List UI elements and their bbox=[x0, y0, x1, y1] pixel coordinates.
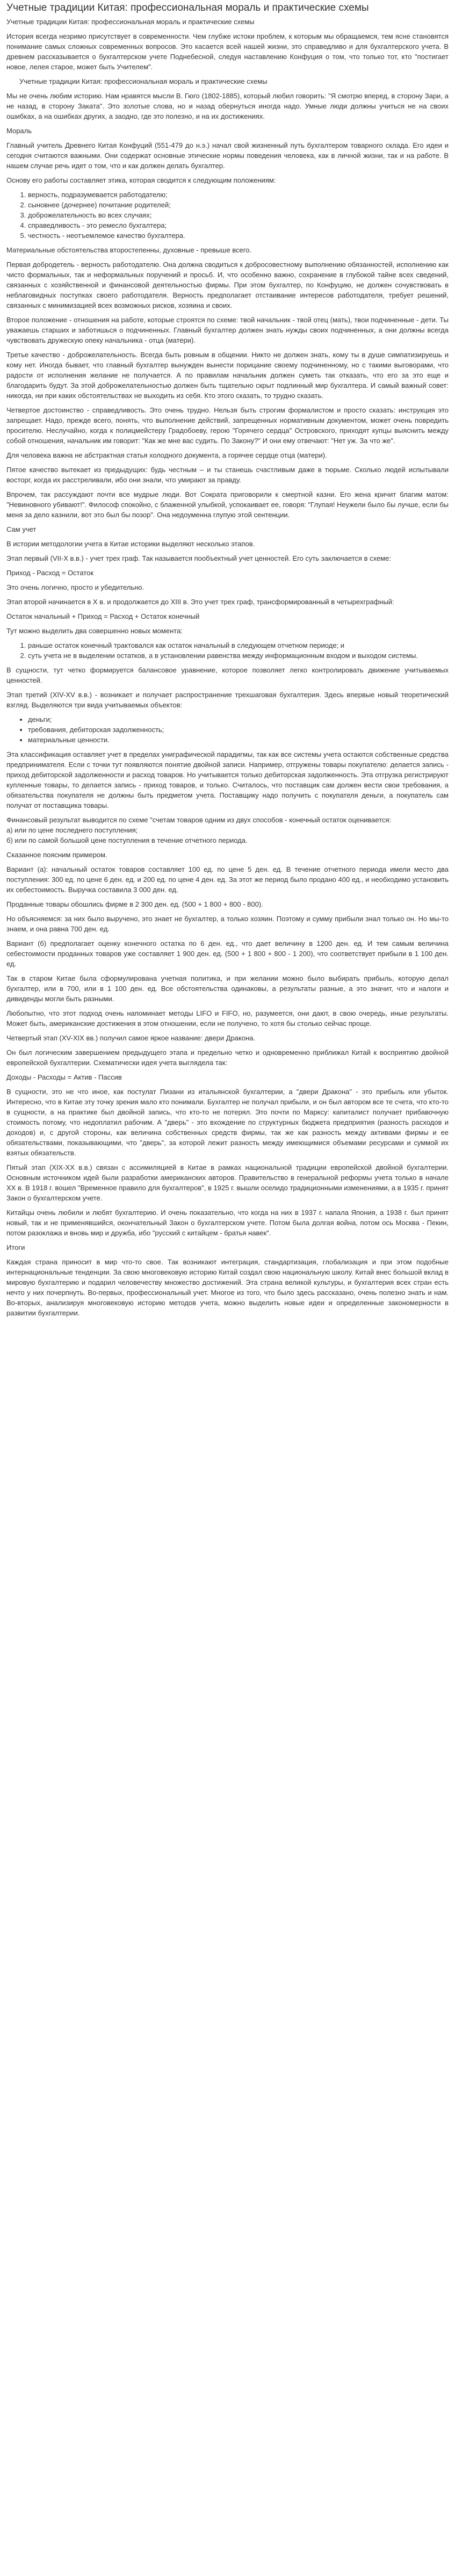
paragraph: В сущности, это не что иное, как постулат Пизани из итальянской бухгалтерии, а "двери Дракона" - это прибыль или убыток. Интересно, что в Китае эту точку зрения мало кто понимали. Бухгалтер не получал прибыли, и он был автором все те счета, что кто-то в сущности, а на практике был двойной запись, что кто-то не потерял. Это почти по Марксу: капиталист получает прибавочную стоимость потому, что недоплатил рабочим. А "дверь" - это вхождение по структурных бюджета предприятия (разность расходов и доходов) и, с другой стороны, как величина собственных средств фирмы, так же как разность между активами фирмы и ее обязательствами, показывающими, что "дверь", за которой лежит разность между имеющимися объемами ресурсами и суммой их взятых обязательств. bbox=[6, 1088, 449, 1157]
paragraph: В истории методологии учета в Китае историки выделяют несколько этапов. bbox=[6, 540, 255, 548]
ethics-list bbox=[6, 190, 449, 241]
paragraph: а) или по цене последнего поступления; bbox=[6, 826, 138, 834]
paragraph: Основу его работы составляет этика, которая сводится к следующим положениям: bbox=[6, 176, 276, 184]
paragraph: б) или по самой большой цене поступления в течение отчетного периода. bbox=[6, 836, 248, 844]
section-heading-results: Итоги bbox=[6, 1243, 25, 1251]
paragraph: Учетные традиции Китая: профессиональная мораль и практические схемы bbox=[6, 18, 255, 26]
paragraph: Так в старом Китае была сформулирована учетная политика, и при желании можно было выбирать прибыль, которую делал бухгалтер, или в 700, или в 1 100 ден. ед. Все обстоятельства одинаковы, а результаты разные, а это значит, что и налоги и дивиденды могли быть разными. bbox=[6, 974, 449, 1003]
paragraph: Первая добродетель - верность работодателю. Она должна сводиться к добросовестному выполнению обязанностей, исполнению как чисто формальных, так и неформальных поручений и просьб. И, что особенно важно, сохранение в глубокой тайне всех сведений, связанных с хозяйственной и финансовой деятельностью фирмы. При этом бухгалтер, по Конфуцию, не должен сочувствовать в неблаговидных поступках своего работодателя. Верность предполагает отстаивание интересов работодателя, требует решений, связанных с минимизацией всех возможных рисков, хозяина и своих. bbox=[6, 261, 449, 309]
paragraph: Этап третий (XIV-XV в.в.) - возникает и получает распространение трехшаговая бухгалтерия. Здесь впервые новый теоретический взгляд. Выделяются три вида учитываемых объектов: bbox=[6, 691, 449, 709]
paragraph: Тут можно выделить два совершенно новых момента: bbox=[6, 627, 183, 635]
paragraph: Для человека важна не абстрактная статья холодного документа, а горячее сердце отца (матери). bbox=[6, 451, 327, 459]
paragraph: Проданные товары обошлись фирме в 2 300 ден. ед. (500 + 1 800 + 800 - 800). bbox=[6, 900, 263, 908]
formula: Приход - Расход = Остаток bbox=[6, 569, 94, 577]
objects-list bbox=[6, 714, 449, 745]
paragraph: Второе положение - отношения на работе, которые строятся по схеме: твой начальник - твой отец (мать), твои подчиненные - дети. Ты уважаешь старших и заботишься о подчиненных. Главный бухгалтер должен знать нужды своих подчиненных, а они должны всегда чувствовать дружескую опеку начальника - отца (матери). bbox=[6, 316, 449, 344]
paragraph: Финансовый результат выводится по схеме "счетам товаров одним из двух способов - конечный остаток оценивается: bbox=[6, 816, 392, 824]
paragraph: Четвертый этап (XV-XIX вв.) получил самое яркое название: двери Дракона. bbox=[6, 1034, 256, 1042]
paragraph: Этап второй начинается в X в. и продолжается до XIII в. Это учет трех граф, трансформированный в четырехграфный: bbox=[6, 598, 394, 606]
paragraph: Четвертое достоинство - справедливость. Это очень трудно. Нельзя быть строгим формалистом и просто сказать: инструкция это запрещает. Надо, прежде всего, понять, что выполнение действий, запрещенных нормативным документом, может очень повредить просителю. Неслучайно, когда к полицмейстеру Градобоеву, герою "Горячего сердца" Островского, приходят купцы выяснить между собой отношения, начальник им говорит: "Как же мне вас судить. По Закону?" И они ему отвечают: "Нет уж. За что же". bbox=[6, 406, 449, 445]
new-moments-list bbox=[6, 640, 449, 661]
paragraph: Пятый этап (XIX-XX в.в.) связан с ассимиляцией в Китае в рамках национальной традиции европейской двойной бухгалтерии. Основным источником идей были разработки американских авторов. Правительство в генеральной реформы учета только в начале XX в. В 1918 г. вошел "Временное правило для бухгалтеров", в 1925 г. вышли оселидо традиционными изменениями, а в 1935 г. принят Закон о бухгалтерском учете. bbox=[6, 1163, 449, 1202]
paragraph: Пятое качество вытекает из предыдущих: будь честным – и ты станешь счастливым даже в тюрьме. Сколько людей испытывали восторг, когда их расстреливали, ибо они знали, что умирают за правду. bbox=[6, 466, 449, 484]
section-heading-accounting: Сам учет bbox=[6, 525, 37, 533]
paragraph: Третье качество - доброжелательность. Всегда быть ровным в общении. Никто не должен знать, кому ты в душе симпатизируешь и кому нет. Иногда бывает, что главный бухгалтер вынужден вынести порицание своему подчиненному, но с такими выговорами, что радости от исполнения желание не получается. А по правилам начальник должен суметь так отказать, что его за это еще и благодарить будут. За этой доброжелательностью должен быть тщательно скрыт подлинный мир бухгалтера. И самый важный совет: никогда, ни при каких обстоятельствах не выходить из себя. Кто этого сказать, то трудно сказать. bbox=[6, 351, 449, 400]
paragraph: Это очень логично, просто и убедительно. bbox=[6, 583, 145, 591]
list-item: • материальные ценности. bbox=[28, 735, 449, 745]
paragraph: Эта классификация оставляет учет в пределах униграфической парадигмы, так как все системы учета остаются собственные средства предпринимателя. Если с точки тут появляются понятие двойной записи. Например, отгружены товары покупателю: делается запись - приход дебиторской задолженности и расход товаров. Но учитывается только дебиторская задолженность. Эта отгрузка регистрируют купленные товары, то делается запись - приход товаров, и только. Считалось, что поставщик сам должен вести свои требования, а обязательства покупателя не должны быть предметом учета. Поставщику надо получить с покупателя деньги, а покупатель сам получат от поставщика товары. bbox=[6, 750, 449, 809]
formula: Остаток начальный + Приход = Расход + Остаток конечный bbox=[6, 612, 200, 620]
paragraph: Материальные обстоятельства второстепенны, духовные - превыше всего. bbox=[6, 246, 252, 254]
paragraph: Вариант (б) предполагает оценку конечного остатка по 6 ден. ед., что дает величину в 1200 ден. ед. И тем самым величина себестоимости проданных товаров уже составляет 1 900 ден. ед. (500 + 1 800 + 800 - 1 200), что соответствует прибыли в 1 100 ден. ед. bbox=[6, 939, 449, 968]
formula: Доходы - Расходы = Актив - Пассив bbox=[6, 1073, 122, 1081]
list-item: 3. доброжелательность во всех случаях; bbox=[28, 210, 449, 220]
paragraph: Вариант (а): начальный остаток товаров составляет 100 ед. по цене 5 ден. ед. В течение отчетного периода имели место два поступления: 300 ед. по цене 6 ден. ед. и 200 ед. по цене 4 ден. ед. За этот же период было продано 400 ед., и необходимо установить их себестоимость. Выручка составила 3 000 ден. ед. bbox=[6, 865, 449, 894]
paragraph: В сущности, тут четко формируется балансовое уравнение, которое позволяет легко контролировать движение учитываемых ценностей. bbox=[6, 666, 449, 684]
list-item: 5. честность - неотъемлемое качество бухгалтера. bbox=[28, 230, 449, 241]
list-item: 2. сыновнее (дочернее) почитание родителей; bbox=[28, 200, 449, 210]
paragraph: Учетные традиции Китая: профессиональная мораль и практические схемы bbox=[19, 77, 268, 85]
page-title: Учетные традиции Китая: профессиональная мораль и практические схемы bbox=[6, 2, 369, 13]
list-item: 4. справедливость - это ремесло бухгалтера; bbox=[28, 220, 449, 230]
paragraph: Он был логическим завершением предыдущего этапа и предельно четко и одновременно приближал Китай к восприятию двойной европейской бухгалтерии. Схематически идея учета выглядела так: bbox=[6, 1048, 449, 1067]
paragraph: Но объясняемся: за них было выручено, это знает не бухгалтер, а только хозяин. Поэтому и сумму прибыли знал только он. Но мы-то знаем, и она равна 700 ден. ед. bbox=[6, 915, 449, 933]
list-item: 1. раньше остаток конечный трактовался как остаток начальный в следующем отчетном периоде; и bbox=[28, 640, 449, 650]
paragraph: Китайцы очень любили и любят бухгалтерию. И очень показательно, что когда на них в 1937 г. напала Япония, а 1938 г. был принят новый, так и не применявшийся, окончательный Закон о бухгалтерском учете. Потом была долгая война, потом ось Москва - Пекин, потом разоклажа и вновь мир и дружба, ибо "русский с китайцем - братья навек". bbox=[6, 1209, 449, 1237]
list-item: 1. верность, подразумевается работодателю; bbox=[28, 190, 449, 200]
paragraph: Сказанное поясним примером. bbox=[6, 851, 107, 859]
list-item: 2. суть учета не в выделении остатков, а в установлении равенства между информационным входом и выходом системы. bbox=[28, 650, 449, 661]
paragraph: Этап первый (VII-X в.в.) - учет трех граф. Так называется пообъектный учет ценностей. Его суть заключается в схеме: bbox=[6, 554, 391, 562]
paragraph: История всегда незримо присутствует в современности. Чем глубже истоки проблем, к которым мы обращаемся, тем ясне становятся понимание самых сложных современных вопросов. Это касается всей нашей жизни, это справедливо и для бухгалтерского учета. В древнем рассказывается о бухгалтерском учете Поднебесной, следуя наставлению Конфуция о том, что только тот, кто "постигает новое, лелея старое, может быть Учителем". bbox=[6, 32, 449, 71]
paragraph: Любопытно, что этот подход очень напоминает методы LIFO и FIFO, но, разумеется, они дают, в свою очередь, иные результаты. Может быть, американские достижения в этом отношении, если не получено, то хотя бы столько сейчас проще. bbox=[6, 1009, 449, 1027]
paragraph: Главный учитель Древнего Китая Конфуций (551-479 до н.э.) начал свой жизненный путь бухгалтером товарного склада. Его идеи и сегодня считаются важными. Они содержат основные этические нормы поведения человека, как в личной жизни, так и на работе. В нашем случае речь идет о том, что и как должен делать бухгалтер. bbox=[6, 141, 449, 170]
list-item: • деньги; bbox=[28, 714, 449, 725]
paragraph: Впрочем, так рассуждают почти все мудрые люди. Вот Сократа приговорили к смертной казни. Его жена кричит благим матом: "Невиновного убивают!". Философ спокойно, с блаженной улыбкой, успокаивает ее, говоря: "Глупая! Неужели было бы лучше, если бы меня за дело казнили, вот это был бы позор". Она недоуменна глупую этой сентенции. bbox=[6, 490, 449, 519]
list-item: • требования, дебиторская задолженность; bbox=[28, 725, 449, 735]
paragraph: Каждая страна приносит в мир что-то свое. Так возникают интеграция, стандартизация, глобализация и при этом подобные интернациональные тенденции. За свою многовековую историю Китай создал свою национальную школу. Китай внес большой вклад в мировую бухгалтерию и подарил человечеству множество достижений. Эта страна великой культуры, и бухгалтерия всех стран есть нечто у них почерпнуть. Во-первых, профессиональный учет. Многое из того, что было здесь рассказано, очень полезно знать и нам. Во-вторых, анализируя многовековую историю методов учета, можно выделить новые идеи и определенные закономерности в развитии бухгалтерии. bbox=[6, 1258, 449, 1317]
paragraph: Мы не очень любим историю. Нам нравятся мысли В. Гюго (1802-1885), который любил говорить: "Я смотрю вперед, в сторону Зари, а не назад, в сторону Заката". Это золотые слова, но и назад обернуться иногда надо. Умные люди должны учиться не на своих ошибках, а на ошибках других, а заодно, где это полезно, и на их достижениях. bbox=[6, 92, 449, 120]
section-heading-morality: Мораль bbox=[6, 127, 32, 135]
